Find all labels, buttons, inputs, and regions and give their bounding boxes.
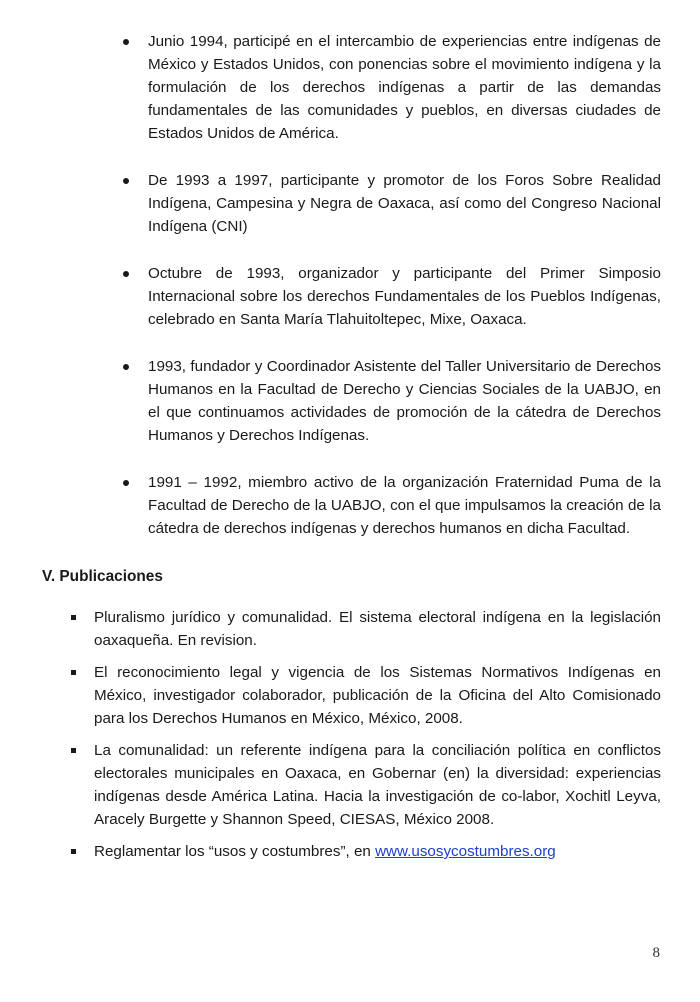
section-heading-publicaciones: V. Publicaciones (42, 568, 163, 585)
list-item: 1993, fundador y Coordinador Asistente del Taller Universitario de Derechos Humanos en la Facultad de Derecho y Ciencias Sociales de la UABJO, en el que continuamos actividades de promoción de la cátedra de Derechos Humanos y Derechos Indígenas. (121, 355, 661, 447)
list-item (68, 840, 661, 863)
list-item: Pluralismo jurídico y comunalidad. El sistema electoral indígena en la legislación oaxaqueña. En revision. (68, 606, 661, 652)
list-item: El reconocimiento legal y vigencia de los Sistemas Normativos Indígenas en México, investigador colaborador, publicación de la Oficina del Alto Comisionado para los Derechos Humanos en México, México, 2008. (68, 661, 661, 730)
page-number: 8 (652, 945, 660, 961)
list-item: La comunalidad: un referente indígena para la conciliación política en conflictos electorales municipales en Oaxaca, en Gobernar (en) la diversidad: experiencias indígenas desde América Latina. Hacia la investigación de co-labor, Xochitl Leyva, Aracely Burgette y Shannon Speed, CIESAS, México 2008. (68, 739, 661, 831)
publications-list (68, 606, 661, 872)
list-item: 1991 – 1992, miembro activo de la organización Fraternidad Puma de la Facultad de Derecho de la UABJO, con el que impulsamos la creación de la cátedra de derechos indígenas y derechos humanos en dicha Facultad. (121, 471, 661, 540)
website-link[interactable]: www.usosycostumbres.org (375, 843, 556, 860)
activities-list (121, 30, 661, 564)
list-item: De 1993 a 1997, participante y promotor de los Foros Sobre Realidad Indígena, Campesina y Negra de Oaxaca, así como del Congreso Nacional Indígena (CNI) (121, 169, 661, 238)
list-item: Junio 1994, participé en el intercambio de experiencias entre indígenas de México y Estados Unidos, con ponencias sobre el movimiento indígena y la formulación de los derechos indígenas a partir de las demandas fundamentales de las comunidades y pueblos, en diversas ciudades de Estados Unidos de América. (121, 30, 661, 145)
list-item: Octubre de 1993, organizador y participante del Primer Simposio Internacional sobre los derechos Fundamentales de los Pueblos Indígenas, celebrado en Santa María Tlahuitoltepec, Mixe, Oaxaca. (121, 262, 661, 331)
list-item-text: Reglamentar los “usos y costumbres”, en (94, 843, 376, 860)
